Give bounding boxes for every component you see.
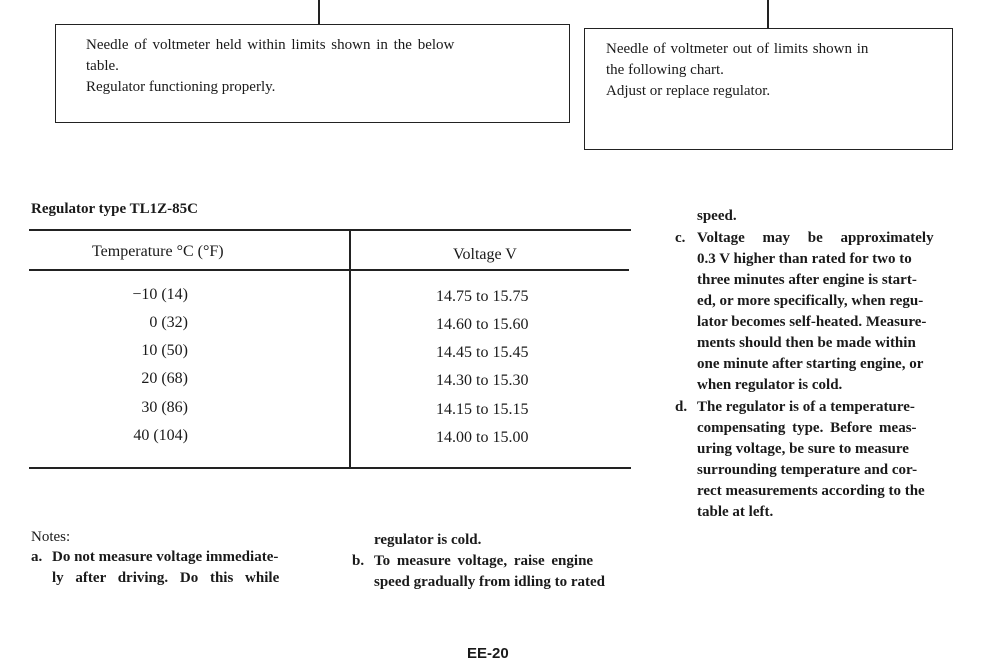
table-bottom-rule (29, 467, 631, 469)
table-cell-voltage: 14.30 to 15.30 (436, 372, 529, 389)
note-line: surrounding temperature and cor- (697, 462, 918, 478)
table-cell-temp: 0 (32) (149, 314, 188, 331)
column-header-temperature: Temperature °C (°F) (92, 243, 224, 260)
page-number: EE-20 (467, 645, 509, 662)
column-header-voltage: Voltage V (453, 246, 517, 263)
box-line: table. (86, 58, 119, 74)
table-column-divider (349, 231, 351, 468)
note-line: one minute after starting engine, or (697, 356, 924, 372)
flow-connector-left (318, 0, 320, 24)
note-b-continued: speed. (697, 208, 737, 224)
note-line: ly after driving. Do this while (52, 570, 280, 586)
table-cell-temp: 20 (68) (141, 370, 188, 387)
table-caption: Regulator type TL1Z-85C (31, 201, 198, 217)
note-a-text (52, 547, 310, 589)
table-cell-voltage: 14.15 to 15.15 (436, 401, 529, 418)
note-line: when regulator is cold. (697, 377, 843, 393)
table-top-rule (29, 229, 631, 231)
note-line: lator becomes self-heated. Measure- (697, 314, 927, 330)
note-marker: a. (31, 549, 43, 565)
note-line: 0.3 V higher than rated for two to (697, 251, 912, 267)
table-cell-temp: 30 (86) (141, 399, 188, 416)
note-line: compensating type. Before meas- (697, 420, 917, 436)
table-cell-voltage: 14.00 to 15.00 (436, 429, 529, 446)
note-line: ments should then be made within (697, 335, 916, 351)
note-line: uring voltage, be sure to measure (697, 441, 909, 457)
note-line: speed gradually from idling to rated (374, 574, 605, 590)
note-line: To measure voltage, raise engine (374, 553, 594, 569)
table-cell-voltage: 14.60 to 15.60 (436, 316, 529, 333)
note-line: table at left. (697, 504, 774, 520)
result-box-within-limits (55, 24, 570, 123)
table-cell-voltage: 14.45 to 15.45 (436, 344, 529, 361)
note-line: Voltage may be approximately (697, 230, 934, 246)
box-line: Needle of voltmeter held within limits shown in the below (86, 37, 455, 53)
note-c-text (697, 228, 955, 396)
box-line: Regulator functioning properly. (86, 79, 276, 95)
note-marker: c. (675, 230, 686, 246)
table-cell-voltage: 14.75 to 15.75 (436, 288, 529, 305)
flow-connector-right (767, 0, 769, 28)
notes-heading: Notes: (31, 529, 71, 545)
note-line: ed, or more specifically, when regu- (697, 293, 924, 309)
box-line: the following chart. (606, 62, 724, 78)
table-header-rule (29, 269, 629, 271)
box-line: Adjust or replace regulator. (606, 83, 771, 99)
note-line: three minutes after engine is start- (697, 272, 917, 288)
note-d-text (697, 397, 955, 523)
note-line (52, 547, 310, 568)
note-a-continued: regulator is cold. (374, 532, 482, 548)
table-cell-temp: 40 (104) (133, 427, 188, 444)
note-line-text: Do not measure voltage immediate- (52, 549, 279, 565)
note-marker: b. (352, 553, 365, 569)
note-line: rect measurements according to the (697, 483, 925, 499)
note-b-text (374, 551, 634, 593)
table-cell-temp: −10 (14) (132, 286, 188, 303)
box-line: Needle of voltmeter out of limits shown in (606, 41, 869, 57)
note-line: The regulator is of a temperature- (697, 399, 915, 415)
table-cell-temp: 10 (50) (141, 342, 188, 359)
result-box-out-of-limits (584, 28, 953, 150)
note-marker: d. (675, 399, 688, 415)
